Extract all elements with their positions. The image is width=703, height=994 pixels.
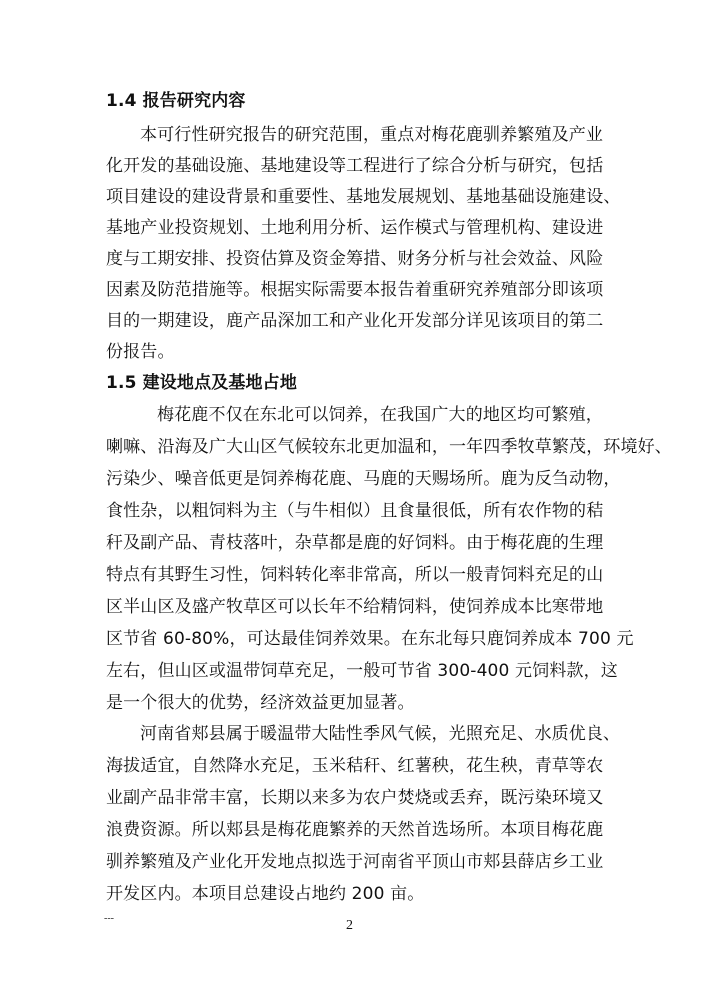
text-line: 本可行性研究报告的研究范围，重点对梅花鹿驯养繁殖及产业 [140, 125, 604, 145]
text-line: 食性杂，以粗饲料为主（与牛相似）且食量很低，所有农作物的秸 [106, 501, 604, 521]
text-line: 区节省 60-80%，可达最佳饲养效果。在东北每只鹿饲养成本 700 元 [106, 629, 634, 649]
text-line: 海拔适宜，自然降水充足，玉米秸秆、红薯秧，花生秧，青草等农 [106, 756, 604, 776]
page-number: 2 [346, 918, 353, 933]
text-line: 区半山区及盛产牧草区可以长年不给精饲料，使饲养成本比寒带地 [106, 597, 604, 617]
text-line: 浪费资源。所以郏县是梅花鹿繁养的天然首选场所。本项目梅花鹿 [106, 820, 604, 840]
text-line: 河南省郏县属于暖温带大陆性季风气候，光照充足、水质优良、 [140, 724, 621, 744]
text-line: 是一个很大的优势，经济效益更加显著。 [106, 693, 415, 713]
footnote-mark: --- [104, 913, 114, 924]
text-line: 目的一期建设，鹿产品深加工和产业化开发部分详见该项目的第二 [106, 311, 604, 331]
text-line: 基地产业投资规划、土地利用分析、运作模式与管理机构、建设进 [106, 218, 604, 238]
text-line: 驯养繁殖及产业化开发地点拟选于河南省平顶山市郏县薛店乡工业 [106, 852, 604, 872]
text-line: 开发区内。本项目总建设占地约 200 亩。 [106, 884, 425, 904]
text-line: 份报告。 [106, 342, 175, 362]
text-line: 左右，但山区或温带饲草充足，一般可节省 300-400 元饲料款，这 [106, 661, 618, 681]
text-line: 项目建设的建设背景和重要性、基地发展规划、基地基础设施建设、 [106, 187, 621, 207]
section-heading-1-5: 1.5 建设地点及基地占地 [106, 373, 297, 393]
text-line: 因素及防范措施等。根据实际需要本报告着重研究养殖部分即该项 [106, 280, 604, 300]
text-line: 喇嘛、沿海及广大山区气候较东北更加温和，一年四季牧草繁茂，环境好、 [106, 437, 672, 457]
text-line: 度与工期安排、投资估算及资金筹措、财务分析与社会效益、风险 [106, 249, 604, 269]
text-line: 特点有其野生习性，饲料转化率非常高，所以一般青饲料充足的山 [106, 565, 604, 585]
text-line: 梅花鹿不仅在东北可以饲养，在我国广大的地区均可繁殖， [157, 405, 603, 425]
section-heading-1-4: 1.4 报告研究内容 [106, 91, 246, 111]
text-line: 业副产品非常丰富，长期以来多为农户焚烧或丢弃，既污染环境又 [106, 788, 604, 808]
text-line: 秆及副产品、青枝落叶，杂草都是鹿的好饲料。由于梅花鹿的生理 [106, 533, 604, 553]
text-line: 化开发的基础设施、基地建设等工程进行了综合分析与研究，包括 [106, 156, 604, 176]
text-line: 污染少、噪音低更是饲养梅花鹿、马鹿的天赐场所。鹿为反刍动物， [106, 469, 621, 489]
